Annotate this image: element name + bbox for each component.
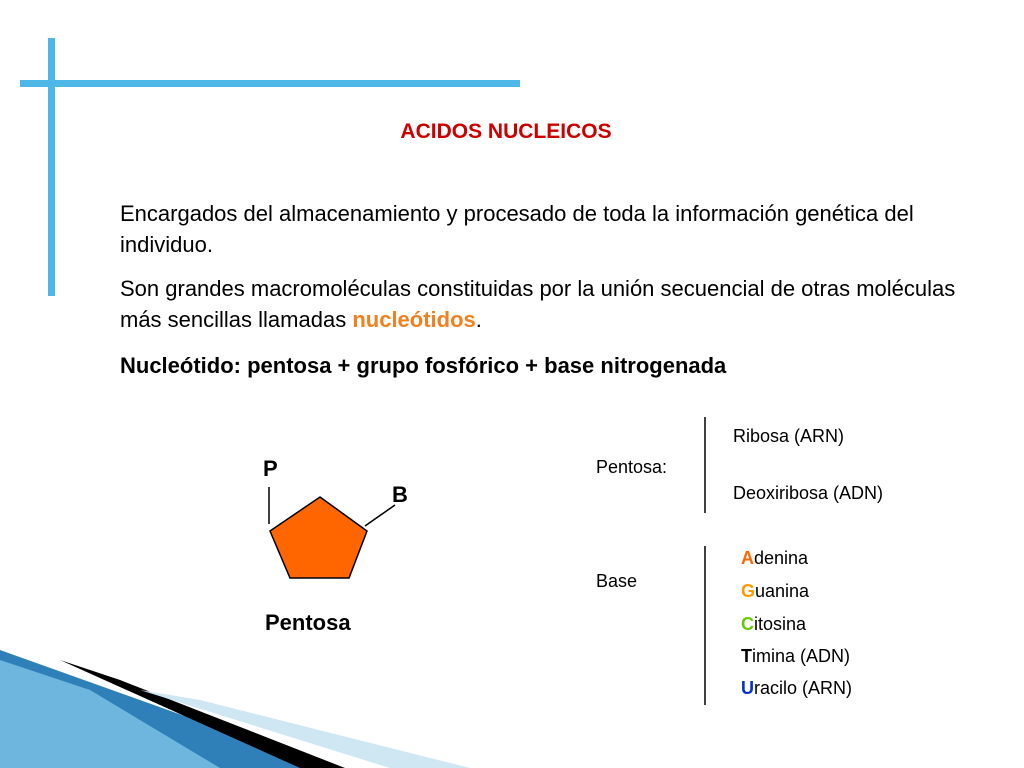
- paragraph-structure-text: Son grandes macromoléculas constituidas por la unión secuencial de otras moléculas más sencillas llamadas: [120, 276, 956, 332]
- base-rest: imina (ADN): [752, 646, 851, 666]
- base-rest: denina: [754, 548, 809, 568]
- base-group-label: Base: [596, 571, 638, 591]
- base-label: B: [392, 482, 408, 507]
- base-item-uracilo: [741, 678, 852, 699]
- base-rest: racilo (ARN): [754, 678, 853, 698]
- base-item-adenina: [741, 548, 808, 569]
- base-bond-line: [365, 505, 395, 526]
- pentosa-caption: Pentosa: [265, 610, 351, 635]
- base-rest: uanina: [755, 581, 810, 601]
- base-initial: T: [741, 646, 752, 666]
- base-item-timina: [741, 646, 850, 667]
- pentosa-group-label: Pentosa:: [596, 457, 668, 477]
- paragraph-function: Encargados del almacenamiento y procesado de toda la información genética del individuo.: [120, 201, 914, 257]
- phosphate-label: P: [263, 456, 278, 481]
- paragraph-structure-end: .: [475, 307, 482, 332]
- base-initial: A: [741, 548, 754, 568]
- base-initial: U: [741, 678, 754, 698]
- base-initial: C: [741, 614, 754, 634]
- base-initial: G: [741, 581, 756, 601]
- highlight-nucleotidos: nucleótidos: [352, 307, 476, 332]
- slide-title: ACIDOS NUCLEICOS: [400, 120, 612, 143]
- paragraph-nucleotide-definition: Nucleótido: pentosa + grupo fosfórico + base nitrogenada: [120, 353, 727, 378]
- base-item-guanina: [741, 581, 809, 602]
- pentosa-item-ribosa: Ribosa (ARN): [733, 426, 845, 446]
- base-item-citosina: [741, 614, 806, 635]
- pentose-pentagon: [270, 497, 367, 578]
- base-rest: itosina: [754, 614, 807, 634]
- pentosa-item-deoxiribosa: Deoxiribosa (ADN): [733, 483, 884, 503]
